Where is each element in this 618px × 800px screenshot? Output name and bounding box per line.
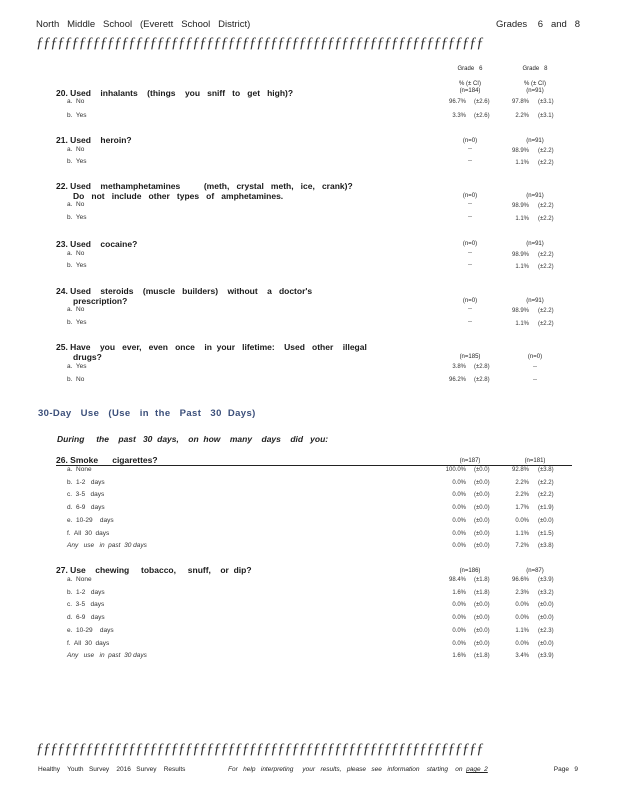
n-grade8: (n=91) <box>526 88 544 94</box>
n-grade6: (n=0) <box>462 193 478 199</box>
grade8-header: Grade 8 <box>522 66 548 72</box>
ci-grade8: (±2.2) <box>538 321 554 327</box>
option-label: b. Yes <box>67 112 87 119</box>
ci-grade8: (±3.9) <box>538 577 554 583</box>
n-grade8: (n=91) <box>526 193 544 199</box>
ci-grade8: (±2.2) <box>538 148 554 154</box>
option-label: b. Yes <box>67 319 87 326</box>
option-label: c. 3-5 days <box>67 491 105 499</box>
n-grade8: (n=181) <box>524 458 546 464</box>
value-grade8: 2.2% <box>515 479 529 486</box>
value-grade8: 0.0% <box>515 517 529 524</box>
n-grade6: (n=187) <box>459 458 481 464</box>
option-label: f. All 30 days <box>67 529 110 537</box>
ci-grade8: (±3.8) <box>538 467 554 473</box>
ci-grade8: (±2.2) <box>538 492 554 499</box>
value-grade6: -- <box>468 214 472 220</box>
value-grade8: 0.0% <box>515 640 529 647</box>
value-grade8: 98.9% <box>511 308 529 314</box>
ci-grade6: (±0.0) <box>474 627 490 634</box>
option-label: d. 6-9 days <box>67 504 105 512</box>
value-grade6: -- <box>468 306 472 312</box>
ci-grade8: (±2.2) <box>538 252 554 258</box>
value-grade6: -- <box>468 146 472 152</box>
value-grade8: 1.1% <box>515 216 529 222</box>
ci-grade6: (±2.8) <box>474 377 490 383</box>
page-number: Page 9 <box>553 766 578 773</box>
n-grade8: (n=87) <box>526 568 544 574</box>
value-grade8: 1.1% <box>515 264 529 270</box>
footer-left: Healthy Youth Survey 2016 Survey Results <box>38 766 186 773</box>
value-grade6: -- <box>468 319 472 325</box>
grade8-pct-label: % (± CI) <box>524 81 546 87</box>
option-label: a. No <box>67 306 85 313</box>
question-text: 25. Have you ever, even once in your lifetime: Used other illegal <box>56 342 367 352</box>
value-grade6: 0.0% <box>452 615 466 622</box>
question-text: 26. Smoke cigarettes? <box>56 455 158 465</box>
option-label: b. Yes <box>67 262 87 269</box>
value-grade6: 0.0% <box>452 492 466 499</box>
question-rule <box>56 465 572 466</box>
n-grade6: (n=0) <box>462 241 478 247</box>
value-grade8: 2.3% <box>515 589 529 596</box>
question-text: 23. Used cocaine? <box>56 239 138 249</box>
value-grade8: 98.9% <box>511 148 529 154</box>
value-grade6: 0.0% <box>452 479 466 486</box>
n-grade8: (n=0) <box>527 354 543 360</box>
option-label: a. No <box>67 201 85 208</box>
value-grade8: 98.9% <box>511 203 529 209</box>
option-label: f. All 30 days <box>67 639 110 647</box>
ci-grade8: (±0.0) <box>538 640 554 647</box>
question-text-cont: prescription? <box>73 296 128 306</box>
ci-grade8: (±3.1) <box>538 99 554 105</box>
ci-grade6: (±0.0) <box>474 492 490 499</box>
value-grade8: 7.2% <box>515 543 529 550</box>
ci-grade8: (±2.3) <box>538 627 554 634</box>
ci-grade8: (±0.0) <box>538 517 554 524</box>
ci-grade8: (±1.5) <box>538 530 554 537</box>
section-title: 30-Day Use (Use in the Past 30 Days) <box>38 408 256 419</box>
value-grade6: 0.0% <box>452 530 466 537</box>
value-grade6: -- <box>468 158 472 164</box>
value-grade6: -- <box>468 262 472 268</box>
n-grade8: (n=91) <box>526 298 544 304</box>
ci-grade6: (±1.8) <box>474 589 490 596</box>
option-label: a. No <box>67 146 85 153</box>
option-label: b. Yes <box>67 158 87 165</box>
ci-grade6: (±0.0) <box>474 505 490 512</box>
school-name: North Middle School (Everett School District) <box>36 19 251 30</box>
value-grade8: 1.7% <box>515 505 529 512</box>
page-ref-link[interactable]: page 2 <box>466 766 488 773</box>
value-grade6: 3.8% <box>452 364 466 370</box>
ci-grade8: (±3.2) <box>538 589 554 596</box>
n-grade6: (n=0) <box>462 298 478 304</box>
value-grade8: 1.1% <box>515 160 529 166</box>
value-grade6: 1.6% <box>452 653 466 660</box>
n-grade6: (n=0) <box>462 138 478 144</box>
n-grade6: (n=186) <box>459 568 481 574</box>
question-text-cont: drugs? <box>73 352 102 362</box>
ci-grade6: (±2.8) <box>474 364 490 370</box>
value-grade6: 1.6% <box>452 589 466 596</box>
value-grade6: -- <box>468 201 472 207</box>
ff-divider-top: ƒƒƒƒƒƒƒƒƒƒƒƒƒƒƒƒƒƒƒƒƒƒƒƒƒƒƒƒƒƒƒƒƒƒƒƒƒƒƒƒƒƒƒƒƒƒƒƒƒƒƒƒƒƒƒƒƒƒƒƒƒƒƒ <box>36 35 484 51</box>
ci-grade8: (±3.9) <box>538 653 554 660</box>
option-label: c. 3-5 days <box>67 601 105 609</box>
ci-grade6: (±1.8) <box>474 653 490 660</box>
ci-grade8: (±1.9) <box>538 505 554 512</box>
value-grade8: 92.8% <box>511 467 529 473</box>
value-grade8: 96.6% <box>511 577 529 583</box>
ci-grade6: (±1.8) <box>474 577 490 583</box>
n-grade6: (n=185) <box>459 354 481 360</box>
option-label: e. 10-29 days <box>67 516 114 524</box>
value-grade6: 100.0% <box>445 467 466 473</box>
option-label: a. None <box>67 576 92 583</box>
option-label: e. 10-29 days <box>67 626 114 634</box>
question-text: 24. Used steroids (muscle builders) without a doctor's <box>56 286 313 296</box>
ci-grade8: (±2.2) <box>538 308 554 314</box>
value-grade8: 1.1% <box>515 321 529 327</box>
question-text: 21. Used heroin? <box>56 135 132 145</box>
value-grade8: -- <box>533 364 537 370</box>
grade6-header: Grade 6 <box>457 66 483 72</box>
option-label: a. No <box>67 250 85 257</box>
option-label: b. No <box>67 376 85 383</box>
ci-grade6: (±2.6) <box>474 113 490 119</box>
value-grade8: 2.2% <box>515 492 529 499</box>
ci-grade6: (±0.0) <box>474 467 490 473</box>
footer-help-text: For help interpreting your results, please see information starting on page 2 <box>228 766 488 773</box>
ci-grade8: (±2.2) <box>538 264 554 270</box>
ci-grade6: (±0.0) <box>474 517 490 524</box>
value-grade6: 0.0% <box>452 640 466 647</box>
value-grade6: 0.0% <box>452 627 466 634</box>
ci-grade8: (±2.2) <box>538 479 554 486</box>
ci-grade8: (±0.0) <box>538 615 554 622</box>
question-text: 27. Use chewing tobacco, snuff, or dip? <box>56 565 252 575</box>
value-grade6: 0.0% <box>452 517 466 524</box>
ci-grade8: (±2.2) <box>538 203 554 209</box>
value-grade8: 2.2% <box>515 113 529 119</box>
option-label: b. 1-2 days <box>67 588 105 596</box>
ci-grade6: (±0.0) <box>474 602 490 609</box>
value-grade8: -- <box>533 377 537 383</box>
value-grade6: 96.7% <box>448 99 466 105</box>
value-grade8: 98.9% <box>511 252 529 258</box>
ci-grade6: (±0.0) <box>474 543 490 550</box>
option-label: Any use in past 30 days <box>67 652 147 660</box>
value-grade8: 97.8% <box>511 99 529 105</box>
value-grade6: 0.0% <box>452 543 466 550</box>
ci-grade8: (±3.1) <box>538 113 554 119</box>
ci-grade6: (±0.0) <box>474 615 490 622</box>
value-grade6: 0.0% <box>452 505 466 512</box>
option-label: d. 6-9 days <box>67 614 105 622</box>
value-grade8: 0.0% <box>515 615 529 622</box>
ff-divider-bottom: ƒƒƒƒƒƒƒƒƒƒƒƒƒƒƒƒƒƒƒƒƒƒƒƒƒƒƒƒƒƒƒƒƒƒƒƒƒƒƒƒƒƒƒƒƒƒƒƒƒƒƒƒƒƒƒƒƒƒƒƒƒƒƒ <box>36 741 484 757</box>
value-grade6: -- <box>468 250 472 256</box>
value-grade6: 96.2% <box>448 377 466 383</box>
option-label: a. No <box>67 98 85 105</box>
question-text: 20. Used inhalants (things you sniff to get high)? <box>56 88 294 98</box>
question-text-cont: Do not include other types of amphetamines. <box>73 191 284 201</box>
grade6-pct-label: % (± CI) <box>459 81 481 87</box>
value-grade8: 1.1% <box>515 627 529 634</box>
ci-grade8: (±0.0) <box>538 602 554 609</box>
n-grade8: (n=91) <box>526 138 544 144</box>
question-text: 22. Used methamphetamines (meth, crystal meth, ice, crank)? <box>56 181 353 191</box>
section-intro: During the past 30 days, on how many days did you: <box>57 434 329 444</box>
ci-grade8: (±2.2) <box>538 216 554 222</box>
option-label: Any use in past 30 days <box>67 542 147 550</box>
option-label: a. None <box>67 466 92 473</box>
ci-grade6: (±0.0) <box>474 640 490 647</box>
option-label: b. 1-2 days <box>67 478 105 486</box>
ci-grade6: (±2.6) <box>474 99 490 105</box>
grades-label: Grades 6 and 8 <box>496 19 580 30</box>
ci-grade8: (±2.2) <box>538 160 554 166</box>
ci-grade6: (±0.0) <box>474 530 490 537</box>
ci-grade6: (±0.0) <box>474 479 490 486</box>
value-grade6: 98.4% <box>448 577 466 583</box>
value-grade6: 0.0% <box>452 602 466 609</box>
option-label: b. Yes <box>67 214 87 221</box>
value-grade8: 3.4% <box>515 653 529 660</box>
option-label: a. Yes <box>67 363 87 370</box>
value-grade6: 3.3% <box>452 113 466 119</box>
n-grade8: (n=91) <box>526 241 544 247</box>
value-grade8: 1.1% <box>515 530 529 537</box>
n-grade6: (n=184) <box>459 88 481 94</box>
value-grade8: 0.0% <box>515 602 529 609</box>
ci-grade8: (±3.8) <box>538 543 554 550</box>
